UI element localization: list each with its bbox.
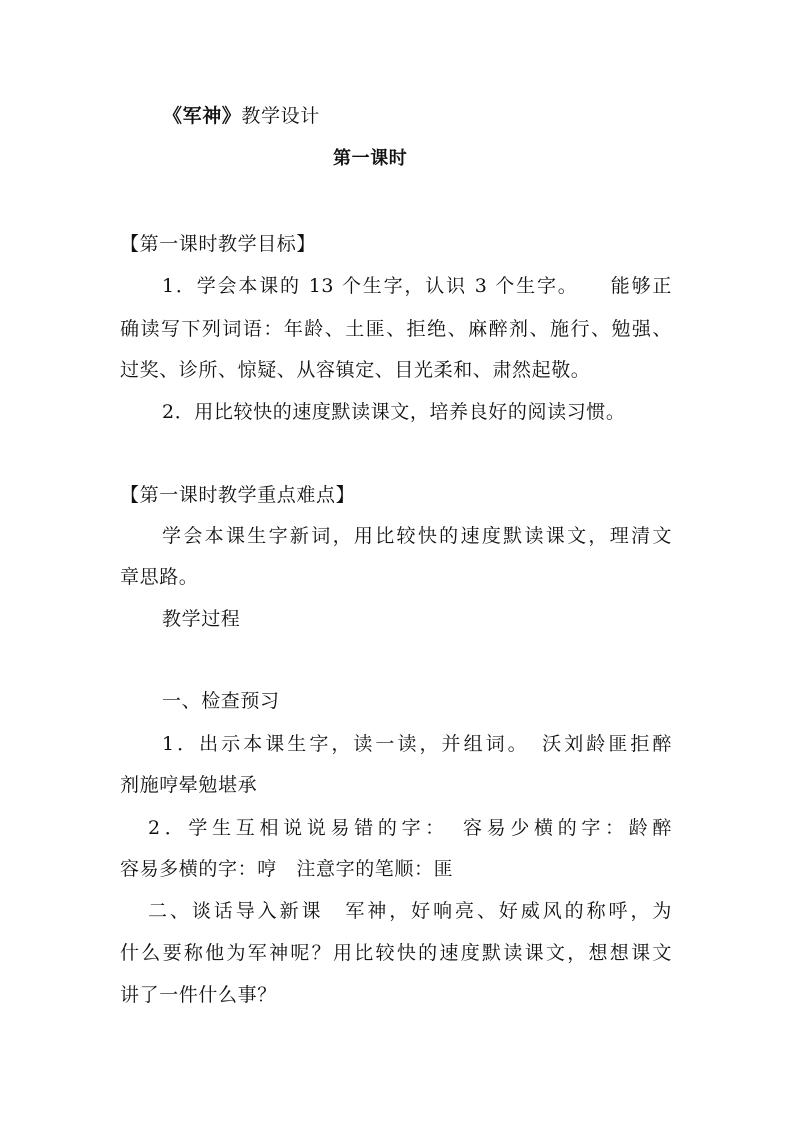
book-title: 《军神》	[163, 105, 242, 127]
step-1-item-2-line-2: 容易多横的字：哼 注意字的笔顺：匪	[120, 858, 454, 880]
goal-1-line-1: 1．学会本课的 13 个生字，认识 3 个生字。 能够正	[162, 275, 672, 297]
section-goals-heading: 【第一课时教学目标】	[120, 233, 317, 255]
lesson-title: 第一课时	[333, 148, 408, 169]
key-points-line-1: 学会本课生字新词，用比较快的速度默读课文，理清文	[162, 525, 672, 547]
step-2-line-2: 什么要称他为军神呢？用比较快的速度默读课文，想想课文	[120, 942, 672, 964]
step-2-line-3: 讲了一件什么事？	[120, 984, 277, 1006]
step-1-item-1-line-1: 1．出示本课生字，读一读，并组词。 沃刘龄匪拒醉	[162, 733, 672, 755]
goal-1-line-2: 确读写下列词语：年龄、土匪、拒绝、麻醉剂、施行、勉强、	[120, 318, 672, 340]
goal-2: 2．用比较快的速度默读课文，培养良好的阅读习惯。	[162, 401, 626, 423]
title-suffix: 教学设计	[241, 105, 320, 127]
goal-1-line-3: 过奖、诊所、惊疑、从容镇定、目光柔和、肃然起敬。	[120, 359, 591, 381]
step-1-item-2-line-1: 2．学生互相说说易错的字： 容易少横的字：龄醉	[148, 817, 672, 839]
step-1-heading: 一、检查预习	[162, 690, 280, 712]
step-1-item-1-line-2: 剂施哼晕勉堪承	[120, 774, 258, 796]
process-heading: 教学过程	[162, 608, 241, 630]
section-key-heading: 【第一课时教学重点难点】	[120, 484, 356, 506]
document-title	[163, 104, 320, 128]
key-points-line-2: 章思路。	[120, 566, 199, 588]
step-2-line-1: 二、谈话导入新课 军神，好响亮、好威风的称呼，为	[148, 900, 672, 922]
